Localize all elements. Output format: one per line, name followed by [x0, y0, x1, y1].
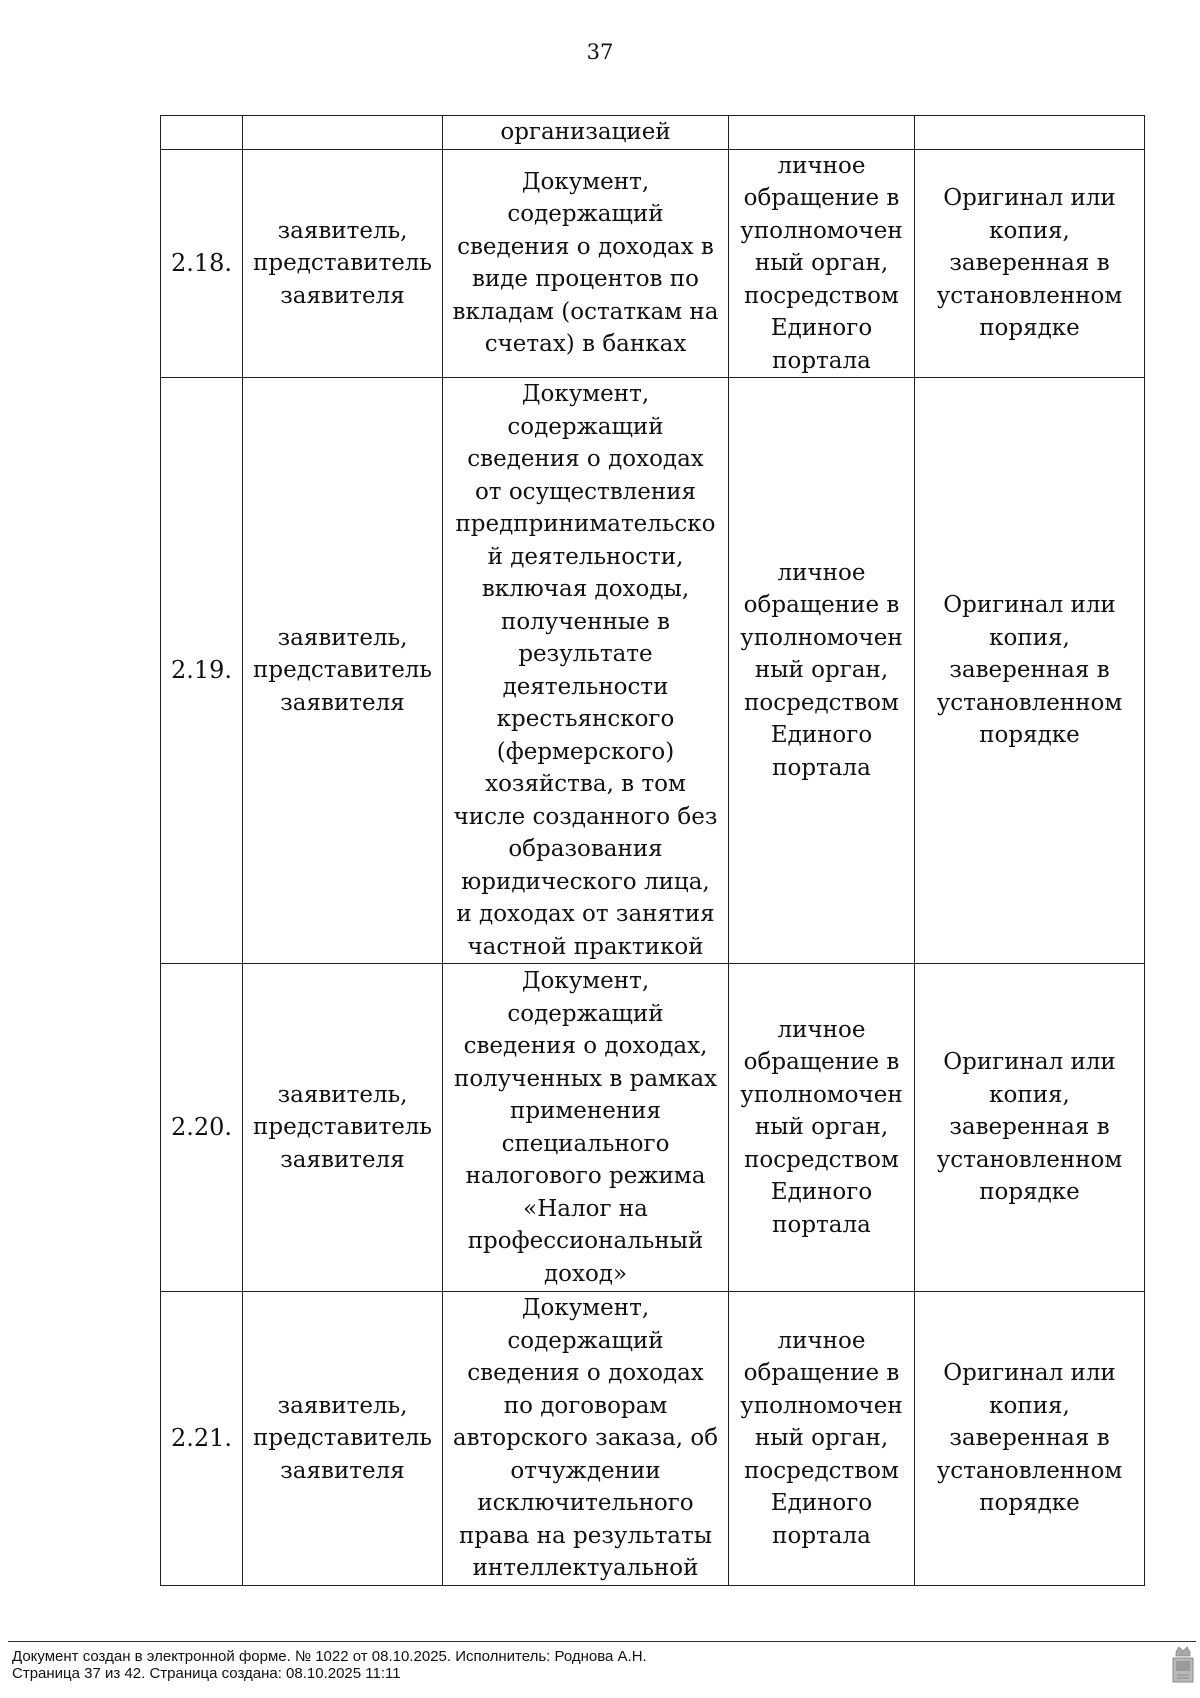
form-cell [915, 149, 1145, 378]
document-line: юридического лица, [461, 868, 710, 895]
applicant-cell [243, 378, 443, 964]
method-line: личное [777, 1327, 866, 1354]
document-line: сведения о доходах в [457, 233, 714, 260]
form-cell [915, 378, 1145, 964]
form-line: Оригинал или [943, 185, 1116, 211]
table-row [161, 149, 1145, 378]
method-line: Единого [770, 1490, 873, 1517]
method-line: уполномочен [740, 1392, 903, 1419]
form-line: порядке [979, 315, 1080, 341]
footer [12, 1648, 647, 1682]
method-cell [729, 149, 915, 378]
method-line: Единого [770, 722, 873, 749]
document-line: «Налог на [523, 1195, 648, 1222]
document-line: отчуждении [510, 1457, 661, 1484]
form-line: копия, [989, 1081, 1070, 1108]
method-line: портала [772, 754, 871, 781]
document-line: Документ, [521, 968, 650, 994]
document-line: от осуществления [474, 478, 697, 505]
document-line: специального [501, 1130, 670, 1157]
document-line: частной практикой [467, 933, 704, 960]
method-cell [729, 378, 915, 964]
document-line: сведения о доходах, [463, 1033, 708, 1059]
applicant-line: заявителя [280, 1146, 405, 1173]
document-line: интеллектуальной [472, 1555, 699, 1582]
page-number: 37 [586, 40, 614, 64]
applicant-line: заявителя [280, 282, 405, 309]
form-line: порядке [979, 1179, 1080, 1206]
table-row [161, 1292, 1145, 1586]
document-cell [443, 378, 729, 964]
document-line: числе созданного без [453, 803, 718, 830]
document-text: организацией [500, 119, 671, 145]
document-line: полученные в [501, 608, 670, 635]
method-line: портала [772, 1522, 871, 1549]
form-line: установленном [936, 282, 1123, 309]
document-line: крестьянского [496, 706, 675, 732]
method-line: уполномочен [740, 1081, 903, 1108]
table-row-continued [161, 116, 1145, 150]
row-number: 2.18. [170, 249, 233, 277]
row-number: 2.19. [170, 656, 233, 685]
method-line: Единого [770, 315, 873, 341]
document-line: й деятельности, [487, 543, 684, 570]
document-line: профессиональный [467, 1228, 704, 1254]
applicant-cell [243, 116, 443, 150]
document-line: результате [518, 641, 653, 667]
row-number-cell [161, 964, 243, 1292]
method-line: личное [777, 152, 866, 179]
method-line: ный орган, [754, 1114, 889, 1141]
document-cell [443, 964, 729, 1292]
method-line: ный орган, [754, 250, 889, 276]
form-line: Оригинал или [943, 1360, 1116, 1387]
method-line: ный орган, [754, 657, 889, 684]
row-number: 2.21. [170, 1424, 233, 1453]
form-cell [915, 964, 1145, 1292]
document-line: сведения о доходах [467, 1360, 704, 1387]
form-line: порядке [979, 722, 1080, 749]
form-line: установленном [936, 1146, 1123, 1173]
method-cell [729, 116, 915, 150]
method-line: портала [772, 1211, 871, 1238]
method-line: обращение в [743, 592, 900, 619]
document-line: применения [510, 1098, 661, 1124]
document-line: авторского заказа, об [452, 1425, 719, 1452]
document-cell [443, 1292, 729, 1586]
method-line: личное [777, 559, 866, 586]
method-line: посредством [744, 1457, 899, 1484]
method-cell [729, 964, 915, 1292]
document-line: права на результаты [458, 1522, 713, 1549]
document-line: исключительного [477, 1490, 694, 1517]
document-line: образования [508, 836, 663, 862]
method-line: портала [772, 347, 871, 374]
footer-divider [8, 1641, 1196, 1642]
method-line: ный орган, [754, 1425, 889, 1452]
document-line: по договорам [503, 1392, 668, 1419]
form-line: копия, [989, 624, 1070, 651]
form-line: заверенная в [949, 657, 1110, 684]
document-line: вкладам (остаткам на [452, 298, 719, 325]
form-line: заверенная в [949, 1425, 1110, 1452]
form-cell [915, 1292, 1145, 1586]
footer-line-document: Документ создан в электронной форме. № 1022 от 08.10.2025. Исполнитель: Роднова А.Н. [12, 1648, 647, 1665]
document-line: включая доходы, [481, 576, 690, 602]
applicant-cell [243, 149, 443, 378]
document-line: и доходах от занятия [456, 901, 715, 927]
document-line: деятельности [502, 673, 669, 700]
document-line: содержащий [507, 413, 664, 440]
footer-line-page: Страница 37 из 42. Страница создана: 08.10.2025 11:11 [12, 1665, 401, 1682]
document-line: хозяйства, в том [485, 771, 686, 797]
method-line: Единого [770, 1179, 873, 1206]
document-line: содержащий [507, 1327, 664, 1354]
form-line: копия, [989, 217, 1070, 244]
form-line: копия, [989, 1392, 1070, 1419]
method-line: обращение в [743, 1360, 900, 1387]
method-line: посредством [744, 689, 899, 716]
row-number: 2.20. [170, 1113, 233, 1142]
method-line: посредством [744, 1146, 899, 1173]
table-row [161, 964, 1145, 1292]
document-line: содержащий [507, 201, 664, 228]
row-number-cell [161, 149, 243, 378]
method-line: обращение в [743, 185, 900, 211]
document-cell [443, 149, 729, 378]
applicant-cell [243, 964, 443, 1292]
method-line: уполномочен [740, 217, 903, 244]
document-line: виде процентов по [471, 266, 699, 293]
document-line: Документ, [521, 168, 650, 195]
document-line: (фермерского) [496, 738, 675, 765]
method-line: уполномочен [740, 624, 903, 651]
form-line: порядке [979, 1490, 1080, 1517]
method-line: личное [777, 1016, 866, 1043]
row-number-cell [161, 116, 243, 150]
applicant-line: заявитель, [277, 1392, 408, 1419]
form-line: заверенная в [949, 1114, 1110, 1141]
applicant-line: представитель [253, 1114, 432, 1141]
applicant-line: представитель [253, 657, 432, 684]
applicant-cell [243, 1292, 443, 1586]
document-line: налогового режима [465, 1163, 706, 1189]
applicant-line: представитель [253, 250, 432, 276]
form-line: Оригинал или [943, 592, 1116, 619]
method-line: посредством [744, 282, 899, 309]
form-line: Оригинал или [943, 1049, 1116, 1076]
form-line: заверенная в [949, 250, 1110, 276]
document-line: Документ, [521, 381, 650, 407]
method-line: обращение в [743, 1049, 900, 1076]
method-cell [729, 1292, 915, 1586]
form-cell [915, 116, 1145, 150]
document-line: доход» [543, 1260, 628, 1287]
document-line: содержащий [507, 1000, 664, 1027]
applicant-line: заявитель, [277, 217, 408, 244]
documents-table [160, 115, 1145, 1586]
document-cell [443, 116, 729, 150]
document-line: сведения о доходах [467, 446, 704, 472]
document-line: счетах) в банках [484, 331, 687, 358]
document-line: полученных в рамках [453, 1065, 718, 1092]
applicant-line: заявителя [280, 1457, 405, 1484]
document-line: предпринимательско [455, 511, 716, 537]
applicant-line: заявитель, [277, 1081, 408, 1108]
coat-of-arms-icon [1172, 1644, 1194, 1684]
applicant-line: заявителя [280, 689, 405, 716]
applicant-line: заявитель, [277, 624, 408, 651]
applicant-line: представитель [253, 1425, 432, 1452]
document-line: Документ, [521, 1295, 650, 1322]
form-line: установленном [936, 689, 1123, 716]
form-line: установленном [936, 1457, 1123, 1484]
row-number-cell [161, 1292, 243, 1586]
row-number-cell [161, 378, 243, 964]
table-row [161, 378, 1145, 964]
